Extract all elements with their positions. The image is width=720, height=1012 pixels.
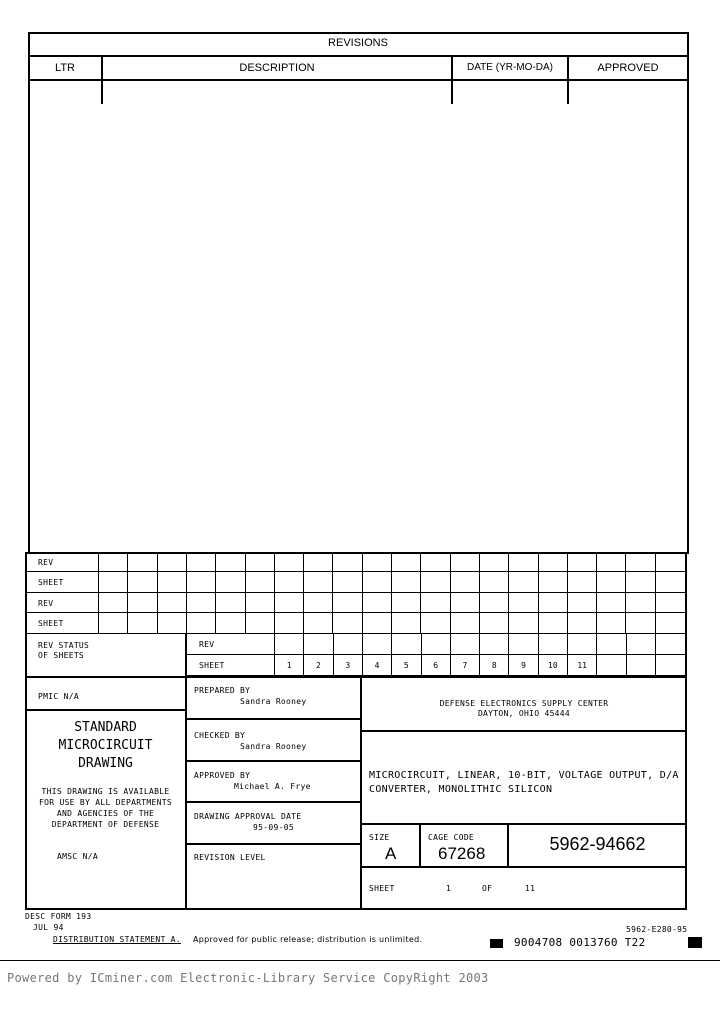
- rev-grid-cell: [391, 572, 420, 593]
- sheet-label: SHEET: [369, 884, 395, 893]
- pmic: PMIC N/A: [38, 692, 79, 701]
- checked-label: CHECKED BY: [194, 731, 246, 740]
- cage-code: 67268: [438, 844, 486, 863]
- rev-grid-row-label: REV: [38, 558, 54, 567]
- rev-grid-cell: [245, 552, 274, 572]
- rev-grid-cell: [508, 572, 537, 593]
- rev-grid-cell: [362, 572, 391, 593]
- rev-grid-cell: [215, 552, 244, 572]
- rev-grid-cell: [186, 613, 215, 634]
- rev-grid-cell: [625, 572, 654, 593]
- rev-grid-row-label: SHEET: [38, 578, 64, 587]
- rev-grid-cell: [98, 593, 127, 613]
- rev-grid-cell: [362, 552, 391, 572]
- drawing-title: MICROCIRCUIT, LINEAR, 10-BIT, VOLTAGE OUTPUT, D/A: [369, 770, 679, 781]
- rev-grid-row-label: SHEET: [38, 619, 64, 628]
- rev-grid-cell: [655, 593, 684, 613]
- rev-grid-cell: [186, 572, 215, 593]
- rev-grid-cell: [596, 552, 625, 572]
- rev-grid-cell: [391, 552, 420, 572]
- rev-grid-cell: [127, 593, 156, 613]
- amsc: AMSC N/A: [57, 852, 98, 861]
- sheet-current: 1: [446, 884, 452, 893]
- rev-grid-cell: [479, 572, 508, 593]
- rev-grid-cell: [303, 613, 332, 634]
- rev-grid-cell: [450, 613, 479, 634]
- prepared-label: PREPARED BY: [194, 686, 251, 695]
- distribution-text: Approved for public release; distribution is unlimited.: [193, 935, 423, 944]
- rev-grid-cell: [127, 613, 156, 634]
- col-ltr: LTR: [55, 62, 75, 74]
- rev-status-cell: 5: [391, 655, 420, 676]
- rev-status-cell: 11: [567, 655, 596, 676]
- barcode-mark: [490, 939, 503, 948]
- rev-status-cell: 3: [333, 655, 362, 676]
- rev-status-cell: 7: [450, 655, 479, 676]
- rev-grid-cell: [157, 572, 186, 593]
- col-approved: APPROVED: [597, 62, 659, 74]
- sheet-of: OF: [482, 884, 493, 893]
- rev-grid-cell: [479, 593, 508, 613]
- rev-grid-cell: [332, 613, 361, 634]
- rev-grid-cell: [332, 593, 361, 613]
- size-label: SIZE: [369, 833, 390, 842]
- rev-status-cell: [596, 634, 625, 655]
- rev-status-label-2: OF SHEETS: [38, 651, 85, 660]
- rev-grid-cell: [450, 552, 479, 572]
- rev-grid-cell: [538, 613, 567, 634]
- rev-grid-cell: [567, 593, 596, 613]
- rev-grid-cell: [303, 572, 332, 593]
- rev-status-cell: [421, 634, 450, 655]
- approved-by: Michael A. Frye: [234, 782, 311, 791]
- rev-grid-cell: [567, 613, 596, 634]
- rev-grid-cell: [625, 552, 654, 572]
- rev-grid-cell: [625, 613, 654, 634]
- rev-grid-cell: [215, 572, 244, 593]
- barcode-text: 9004708 0013760 T22: [514, 936, 646, 949]
- standard-title: STANDARD MICROCIRCUIT DRAWING: [58, 720, 153, 771]
- rev-status-cell: 10: [538, 655, 567, 676]
- form-number: DESC FORM 193: [25, 912, 92, 921]
- distribution-label: DISTRIBUTION STATEMENT A.: [53, 935, 181, 944]
- sheet-total: 11: [525, 884, 536, 893]
- rev-status-cell: [508, 634, 537, 655]
- rev-grid-cell: [420, 552, 449, 572]
- rev-status-cell: 9: [508, 655, 537, 676]
- rev-status-cell: [479, 634, 508, 655]
- rev-status-cell: [450, 634, 479, 655]
- rev-grid-cell: [157, 613, 186, 634]
- col-date: DATE (YR-MO-DA): [467, 62, 553, 73]
- checked-by: Sandra Rooney: [240, 742, 307, 751]
- rev-status-cell: [274, 634, 303, 655]
- col-description: DESCRIPTION: [239, 62, 315, 74]
- rev-grid-cell: [508, 552, 537, 572]
- revision-level-label: REVISION LEVEL: [194, 853, 266, 862]
- approved-label: APPROVED BY: [194, 771, 251, 780]
- rev-grid-cell: [127, 572, 156, 593]
- rev-grid-cell: [596, 593, 625, 613]
- rev-grid-cell: [332, 572, 361, 593]
- approval-date: 95-09-05: [253, 823, 294, 832]
- rev-grid-cell: [538, 593, 567, 613]
- rev-status-cell: [567, 634, 596, 655]
- rev-grid-cell: [508, 613, 537, 634]
- agency-address: DAYTON, OHIO 45444: [477, 709, 571, 718]
- rev-status-cell: 1: [274, 655, 303, 676]
- size-value: A: [385, 844, 397, 863]
- rev-grid-cell: [245, 572, 274, 593]
- rev-grid-cell: [420, 593, 449, 613]
- rev-grid-cell: [98, 572, 127, 593]
- rev-grid-cell: [450, 593, 479, 613]
- rev-grid-cell: [245, 593, 274, 613]
- form-date: JUL 94: [33, 923, 64, 932]
- rev-grid-cell: [391, 613, 420, 634]
- rev-status-cell: [362, 634, 391, 655]
- rev-grid-cell: [538, 572, 567, 593]
- rev-grid-cell: [186, 552, 215, 572]
- powered-by: Powered by ICminer.com Electronic-Library Service CopyRight 2003: [7, 971, 489, 985]
- rev-status-cell: [655, 655, 684, 676]
- rev-status-cell: [333, 634, 362, 655]
- rev-status-cell: [303, 634, 332, 655]
- rev-grid-cell: [157, 552, 186, 572]
- status-rev-label: REV: [199, 640, 215, 649]
- availability-text: THIS DRAWING IS AVAILABLE FOR USE BY ALL DEPARTMENTS AND AGENCIES OF THE DEPARTMENT OF DEFENSE: [38, 787, 173, 829]
- rev-grid-cell: [157, 593, 186, 613]
- rev-grid-cell: [567, 552, 596, 572]
- rev-grid-cell: [215, 613, 244, 634]
- rev-grid-cell: [655, 613, 684, 634]
- rev-grid-cell: [186, 593, 215, 613]
- status-sheet-label: SHEET: [199, 661, 225, 670]
- rev-grid-cell: [274, 572, 303, 593]
- rev-grid-cell: [303, 552, 332, 572]
- rev-status-cell: [596, 655, 625, 676]
- rev-status-cell: 6: [421, 655, 450, 676]
- rev-grid-cell: [391, 593, 420, 613]
- rev-grid-cell: [362, 613, 391, 634]
- rev-grid-cell: [450, 572, 479, 593]
- rev-grid-cell: [98, 552, 127, 572]
- rev-grid-cell: [274, 613, 303, 634]
- rev-grid-row-label: REV: [38, 599, 54, 608]
- rev-grid-cell: [596, 572, 625, 593]
- rev-grid-cell: [215, 593, 244, 613]
- rev-grid-cell: [98, 613, 127, 634]
- rev-grid-cell: [655, 552, 684, 572]
- rev-grid-cell: [596, 613, 625, 634]
- rev-grid-cell: [274, 552, 303, 572]
- rev-grid-cell: [538, 552, 567, 572]
- rev-status-cell: [655, 634, 684, 655]
- date-label: DRAWING APPROVAL DATE: [194, 812, 302, 821]
- cage-label: CAGE CODE: [428, 833, 475, 842]
- rev-grid-cell: [332, 552, 361, 572]
- rev-status-cell: 8: [479, 655, 508, 676]
- rev-grid-cell: [362, 593, 391, 613]
- rev-grid-cell: [303, 593, 332, 613]
- prepared-by: Sandra Rooney: [240, 697, 307, 706]
- doc-code: 5962-E280-95: [626, 925, 688, 934]
- rev-grid-cell: [508, 593, 537, 613]
- drawing-number: 5962-94662: [549, 834, 646, 854]
- rev-status-cell: [626, 634, 655, 655]
- rev-grid-cell: [625, 593, 654, 613]
- rev-status-cell: [626, 655, 655, 676]
- rev-grid-cell: [567, 572, 596, 593]
- rev-grid-cell: [420, 572, 449, 593]
- agency-name: DEFENSE ELECTRONICS SUPPLY CENTER: [439, 699, 609, 708]
- revisions-title: REVISIONS: [328, 37, 388, 49]
- rev-grid-cell: [127, 552, 156, 572]
- rev-grid-cell: [655, 572, 684, 593]
- rev-status-cell: 4: [362, 655, 391, 676]
- drawing-title-2: CONVERTER, MONOLITHIC SILICON: [369, 784, 553, 795]
- rev-grid-cell: [479, 613, 508, 634]
- rev-grid-cell: [245, 613, 274, 634]
- revisions-frame: [28, 32, 689, 554]
- rev-status-cell: [538, 634, 567, 655]
- rev-status-label: REV STATUS: [38, 641, 90, 650]
- rev-status-cell: [391, 634, 420, 655]
- barcode-mark-2: [688, 937, 702, 948]
- rev-status-cell: 2: [303, 655, 332, 676]
- rev-grid-cell: [274, 593, 303, 613]
- rev-grid-cell: [420, 613, 449, 634]
- rev-grid-cell: [479, 552, 508, 572]
